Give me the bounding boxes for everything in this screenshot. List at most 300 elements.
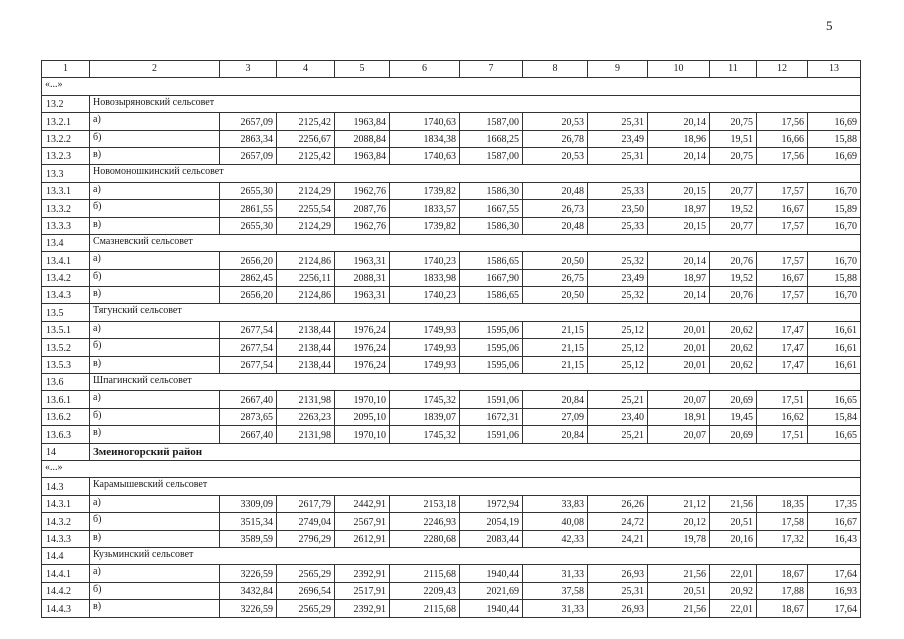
value-cell: 1749,93 (390, 321, 460, 338)
row-code: 13.5.3 (42, 356, 90, 373)
column-header: 13 (808, 61, 861, 78)
value-cell: 17,56 (757, 147, 808, 164)
table-row (42, 252, 861, 269)
value-cell: 21,15 (523, 339, 588, 356)
tariff-table (41, 60, 861, 618)
value-cell: 2657,09 (220, 147, 277, 164)
table-row (42, 495, 861, 512)
value-cell: 1587,00 (460, 113, 523, 130)
value-cell: 26,93 (588, 600, 648, 617)
value-cell: 1739,82 (390, 217, 460, 234)
value-cell: 22,01 (710, 565, 757, 582)
value-cell: 16,70 (808, 287, 861, 304)
value-cell: 25,31 (588, 113, 648, 130)
row-label: а) (90, 495, 220, 512)
value-cell: 2255,54 (277, 200, 335, 217)
value-cell: 20,53 (523, 113, 588, 130)
value-cell: 1940,44 (460, 600, 523, 617)
value-cell: 1962,76 (335, 217, 390, 234)
value-cell: 1740,23 (390, 252, 460, 269)
value-cell: 3309,09 (220, 495, 277, 512)
table-row (42, 217, 861, 234)
value-cell: 2749,04 (277, 513, 335, 530)
value-cell: 16,70 (808, 182, 861, 199)
value-cell: 26,78 (523, 130, 588, 147)
column-header: 3 (220, 61, 277, 78)
value-cell: 2138,44 (277, 356, 335, 373)
value-cell: 23,50 (588, 200, 648, 217)
value-cell: 23,49 (588, 269, 648, 286)
value-cell: 23,40 (588, 408, 648, 425)
value-cell: 2392,91 (335, 565, 390, 582)
table-row (42, 269, 861, 286)
row-label: в) (90, 356, 220, 373)
value-cell: 20,69 (710, 426, 757, 443)
table-row (42, 391, 861, 408)
table-row (42, 339, 861, 356)
value-cell: 2617,79 (277, 495, 335, 512)
value-cell: 1970,10 (335, 426, 390, 443)
value-cell: 20,48 (523, 182, 588, 199)
value-cell: 16,93 (808, 582, 861, 599)
value-cell: 20,48 (523, 217, 588, 234)
value-cell: 20,76 (710, 287, 757, 304)
row-label: в) (90, 147, 220, 164)
value-cell: 1749,93 (390, 356, 460, 373)
value-cell: 2256,11 (277, 269, 335, 286)
row-label: в) (90, 530, 220, 547)
value-cell: 1586,65 (460, 287, 523, 304)
value-cell: 26,75 (523, 269, 588, 286)
value-cell: 2124,29 (277, 182, 335, 199)
value-cell: 25,12 (588, 356, 648, 373)
value-cell: 17,51 (757, 391, 808, 408)
row-code: 14.4.2 (42, 582, 90, 599)
value-cell: 25,33 (588, 182, 648, 199)
value-cell: 1976,24 (335, 356, 390, 373)
value-cell: 25,12 (588, 339, 648, 356)
value-cell: 17,57 (757, 217, 808, 234)
column-header: 8 (523, 61, 588, 78)
row-code: 13.6.1 (42, 391, 90, 408)
value-cell: 16,61 (808, 321, 861, 338)
value-cell: 1976,24 (335, 339, 390, 356)
table-row (42, 565, 861, 582)
value-cell: 2667,40 (220, 391, 277, 408)
value-cell: 2656,20 (220, 287, 277, 304)
district-title: Змеиногорский район (90, 443, 861, 460)
column-header: 9 (588, 61, 648, 78)
row-label: а) (90, 565, 220, 582)
ellipsis-text: «...» (42, 460, 861, 477)
row-label: б) (90, 200, 220, 217)
section-title: Новомоношкинский сельсовет (90, 165, 861, 182)
value-cell: 2115,68 (390, 565, 460, 582)
value-cell: 2083,44 (460, 530, 523, 547)
value-cell: 1672,31 (460, 408, 523, 425)
value-cell: 25,21 (588, 426, 648, 443)
value-cell: 17,57 (757, 287, 808, 304)
value-cell: 16,67 (757, 200, 808, 217)
table-row (42, 130, 861, 147)
row-code: 13.4.1 (42, 252, 90, 269)
value-cell: 2021,69 (460, 582, 523, 599)
value-cell: 2517,91 (335, 582, 390, 599)
value-cell: 1940,44 (460, 565, 523, 582)
row-label: а) (90, 391, 220, 408)
value-cell: 2088,84 (335, 130, 390, 147)
value-cell: 2088,31 (335, 269, 390, 286)
column-header: 4 (277, 61, 335, 78)
value-cell: 2131,98 (277, 391, 335, 408)
value-cell: 1667,90 (460, 269, 523, 286)
value-cell: 37,58 (523, 582, 588, 599)
value-cell: 15,88 (808, 130, 861, 147)
value-cell: 1595,06 (460, 321, 523, 338)
value-cell: 20,14 (648, 252, 710, 269)
value-cell: 2138,44 (277, 339, 335, 356)
row-code: 13.4.2 (42, 269, 90, 286)
value-cell: 42,33 (523, 530, 588, 547)
value-cell: 21,15 (523, 356, 588, 373)
value-cell: 1745,32 (390, 426, 460, 443)
section-title: Смазневский сельсовет (90, 234, 861, 251)
value-cell: 25,32 (588, 287, 648, 304)
column-header: 10 (648, 61, 710, 78)
value-cell: 20,14 (648, 287, 710, 304)
value-cell: 1962,76 (335, 182, 390, 199)
value-cell: 20,14 (648, 147, 710, 164)
value-cell: 18,91 (648, 408, 710, 425)
value-cell: 16,69 (808, 113, 861, 130)
section-title: Тягунский сельсовет (90, 304, 861, 321)
value-cell: 2696,54 (277, 582, 335, 599)
value-cell: 16,67 (808, 513, 861, 530)
value-cell: 18,35 (757, 495, 808, 512)
value-cell: 16,65 (808, 426, 861, 443)
section-row (42, 547, 861, 564)
value-cell: 16,43 (808, 530, 861, 547)
row-code: 14.3.3 (42, 530, 90, 547)
value-cell: 20,01 (648, 339, 710, 356)
value-cell: 2677,54 (220, 321, 277, 338)
section-title: Новозыряновский сельсовет (90, 95, 861, 112)
value-cell: 20,77 (710, 217, 757, 234)
value-cell: 2442,91 (335, 495, 390, 512)
value-cell: 2677,54 (220, 356, 277, 373)
value-cell: 3226,59 (220, 600, 277, 617)
value-cell: 1668,25 (460, 130, 523, 147)
row-label: в) (90, 600, 220, 617)
section-title: Карамышевский сельсовет (90, 478, 861, 495)
value-cell: 18,67 (757, 600, 808, 617)
value-cell: 16,61 (808, 339, 861, 356)
row-code: 14.4.3 (42, 600, 90, 617)
value-cell: 21,56 (648, 600, 710, 617)
row-label: а) (90, 252, 220, 269)
table-row (42, 356, 861, 373)
value-cell: 2657,09 (220, 113, 277, 130)
value-cell: 20,84 (523, 391, 588, 408)
table-row (42, 287, 861, 304)
value-cell: 1833,98 (390, 269, 460, 286)
section-code: 14.3 (42, 478, 90, 495)
value-cell: 17,51 (757, 426, 808, 443)
value-cell: 31,33 (523, 600, 588, 617)
value-cell: 1963,31 (335, 252, 390, 269)
value-cell: 17,64 (808, 565, 861, 582)
value-cell: 40,08 (523, 513, 588, 530)
value-cell: 2125,42 (277, 113, 335, 130)
value-cell: 22,01 (710, 600, 757, 617)
value-cell: 20,69 (710, 391, 757, 408)
section-title: Кузьминский сельсовет (90, 547, 861, 564)
value-cell: 2095,10 (335, 408, 390, 425)
value-cell: 2124,86 (277, 287, 335, 304)
row-code: 13.6.2 (42, 408, 90, 425)
column-header: 12 (757, 61, 808, 78)
row-code: 14.4.1 (42, 565, 90, 582)
value-cell: 26,93 (588, 565, 648, 582)
value-cell: 21,15 (523, 321, 588, 338)
value-cell: 2124,29 (277, 217, 335, 234)
value-cell: 16,67 (757, 269, 808, 286)
value-cell: 2125,42 (277, 147, 335, 164)
value-cell: 25,33 (588, 217, 648, 234)
value-cell: 24,72 (588, 513, 648, 530)
table-row (42, 426, 861, 443)
value-cell: 1587,00 (460, 147, 523, 164)
column-header: 2 (90, 61, 220, 78)
value-cell: 2565,29 (277, 600, 335, 617)
district-code: 14 (42, 443, 90, 460)
value-cell: 2612,91 (335, 530, 390, 547)
column-header-row (42, 61, 861, 78)
value-cell: 1834,38 (390, 130, 460, 147)
value-cell: 1740,23 (390, 287, 460, 304)
value-cell: 25,32 (588, 252, 648, 269)
value-cell: 17,47 (757, 356, 808, 373)
value-cell: 2246,93 (390, 513, 460, 530)
value-cell: 1833,57 (390, 200, 460, 217)
section-code: 14.4 (42, 547, 90, 564)
value-cell: 1963,84 (335, 113, 390, 130)
row-code: 13.5.1 (42, 321, 90, 338)
value-cell: 1740,63 (390, 113, 460, 130)
value-cell: 20,75 (710, 147, 757, 164)
value-cell: 20,50 (523, 287, 588, 304)
value-cell: 1749,93 (390, 339, 460, 356)
value-cell: 16,70 (808, 217, 861, 234)
value-cell: 19,51 (710, 130, 757, 147)
value-cell: 2256,67 (277, 130, 335, 147)
value-cell: 1667,55 (460, 200, 523, 217)
value-cell: 20,50 (523, 252, 588, 269)
value-cell: 20,01 (648, 321, 710, 338)
row-label: б) (90, 513, 220, 530)
column-header: 7 (460, 61, 523, 78)
value-cell: 26,73 (523, 200, 588, 217)
value-cell: 1963,84 (335, 147, 390, 164)
value-cell: 17,56 (757, 113, 808, 130)
value-cell: 17,88 (757, 582, 808, 599)
value-cell: 2656,20 (220, 252, 277, 269)
column-header: 1 (42, 61, 90, 78)
value-cell: 1586,65 (460, 252, 523, 269)
value-cell: 3589,59 (220, 530, 277, 547)
value-cell: 17,57 (757, 252, 808, 269)
value-cell: 2863,34 (220, 130, 277, 147)
value-cell: 25,31 (588, 147, 648, 164)
row-label: в) (90, 287, 220, 304)
value-cell: 1595,06 (460, 339, 523, 356)
row-label: а) (90, 321, 220, 338)
value-cell: 16,66 (757, 130, 808, 147)
value-cell: 17,57 (757, 182, 808, 199)
row-label: в) (90, 426, 220, 443)
value-cell: 20,14 (648, 113, 710, 130)
table-row (42, 200, 861, 217)
section-code: 13.2 (42, 95, 90, 112)
value-cell: 2655,30 (220, 182, 277, 199)
value-cell: 2862,45 (220, 269, 277, 286)
value-cell: 1745,32 (390, 391, 460, 408)
value-cell: 21,12 (648, 495, 710, 512)
value-cell: 15,88 (808, 269, 861, 286)
value-cell: 2392,91 (335, 600, 390, 617)
value-cell: 20,75 (710, 113, 757, 130)
value-cell: 17,58 (757, 513, 808, 530)
value-cell: 2124,86 (277, 252, 335, 269)
section-code: 13.5 (42, 304, 90, 321)
table-body (42, 61, 861, 618)
section-code: 13.3 (42, 165, 90, 182)
value-cell: 2280,68 (390, 530, 460, 547)
value-cell: 1972,94 (460, 495, 523, 512)
row-label: б) (90, 582, 220, 599)
row-code: 13.2.2 (42, 130, 90, 147)
section-row (42, 374, 861, 391)
district-row (42, 443, 861, 460)
value-cell: 1595,06 (460, 356, 523, 373)
ellipsis-text: «...» (42, 78, 861, 95)
row-code: 14.3.1 (42, 495, 90, 512)
value-cell: 17,32 (757, 530, 808, 547)
value-cell: 2667,40 (220, 426, 277, 443)
section-row (42, 234, 861, 251)
value-cell: 2796,29 (277, 530, 335, 547)
value-cell: 25,12 (588, 321, 648, 338)
value-cell: 20,07 (648, 426, 710, 443)
value-cell: 20,51 (648, 582, 710, 599)
row-label: в) (90, 217, 220, 234)
value-cell: 2209,43 (390, 582, 460, 599)
value-cell: 16,62 (757, 408, 808, 425)
row-label: б) (90, 339, 220, 356)
value-cell: 1970,10 (335, 391, 390, 408)
value-cell: 2115,68 (390, 600, 460, 617)
value-cell: 17,47 (757, 321, 808, 338)
value-cell: 20,51 (710, 513, 757, 530)
row-code: 13.2.3 (42, 147, 90, 164)
value-cell: 1963,31 (335, 287, 390, 304)
column-header: 5 (335, 61, 390, 78)
value-cell: 19,78 (648, 530, 710, 547)
value-cell: 17,35 (808, 495, 861, 512)
value-cell: 20,16 (710, 530, 757, 547)
value-cell: 2655,30 (220, 217, 277, 234)
value-cell: 27,09 (523, 408, 588, 425)
value-cell: 20,62 (710, 339, 757, 356)
row-code: 13.3.3 (42, 217, 90, 234)
value-cell: 20,12 (648, 513, 710, 530)
value-cell: 1586,30 (460, 182, 523, 199)
value-cell: 18,97 (648, 269, 710, 286)
row-label: б) (90, 269, 220, 286)
row-code: 13.2.1 (42, 113, 90, 130)
value-cell: 17,64 (808, 600, 861, 617)
value-cell: 17,47 (757, 339, 808, 356)
value-cell: 1976,24 (335, 321, 390, 338)
section-code: 13.6 (42, 374, 90, 391)
value-cell: 2054,19 (460, 513, 523, 530)
row-code: 13.3.2 (42, 200, 90, 217)
row-label: а) (90, 182, 220, 199)
ellipsis-row (42, 460, 861, 477)
column-header: 6 (390, 61, 460, 78)
value-cell: 26,26 (588, 495, 648, 512)
value-cell: 3432,84 (220, 582, 277, 599)
value-cell: 18,67 (757, 565, 808, 582)
value-cell: 1591,06 (460, 426, 523, 443)
value-cell: 20,77 (710, 182, 757, 199)
value-cell: 1740,63 (390, 147, 460, 164)
value-cell: 3515,34 (220, 513, 277, 530)
value-cell: 19,52 (710, 269, 757, 286)
value-cell: 20,07 (648, 391, 710, 408)
table-row (42, 147, 861, 164)
column-header: 11 (710, 61, 757, 78)
value-cell: 20,76 (710, 252, 757, 269)
value-cell: 1739,82 (390, 182, 460, 199)
section-code: 13.4 (42, 234, 90, 251)
value-cell: 16,61 (808, 356, 861, 373)
value-cell: 3226,59 (220, 565, 277, 582)
value-cell: 1839,07 (390, 408, 460, 425)
row-code: 13.3.1 (42, 182, 90, 199)
value-cell: 2567,91 (335, 513, 390, 530)
value-cell: 19,45 (710, 408, 757, 425)
table-row (42, 321, 861, 338)
value-cell: 31,33 (523, 565, 588, 582)
page-number: 5 (826, 18, 833, 33)
value-cell: 2131,98 (277, 426, 335, 443)
table-row (42, 113, 861, 130)
value-cell: 1586,30 (460, 217, 523, 234)
value-cell: 18,97 (648, 200, 710, 217)
value-cell: 20,01 (648, 356, 710, 373)
section-row (42, 165, 861, 182)
section-row (42, 95, 861, 112)
row-label: а) (90, 113, 220, 130)
value-cell: 21,56 (710, 495, 757, 512)
table-row (42, 408, 861, 425)
table-row (42, 513, 861, 530)
row-label: б) (90, 408, 220, 425)
value-cell: 2087,76 (335, 200, 390, 217)
value-cell: 23,49 (588, 130, 648, 147)
row-label: б) (90, 130, 220, 147)
